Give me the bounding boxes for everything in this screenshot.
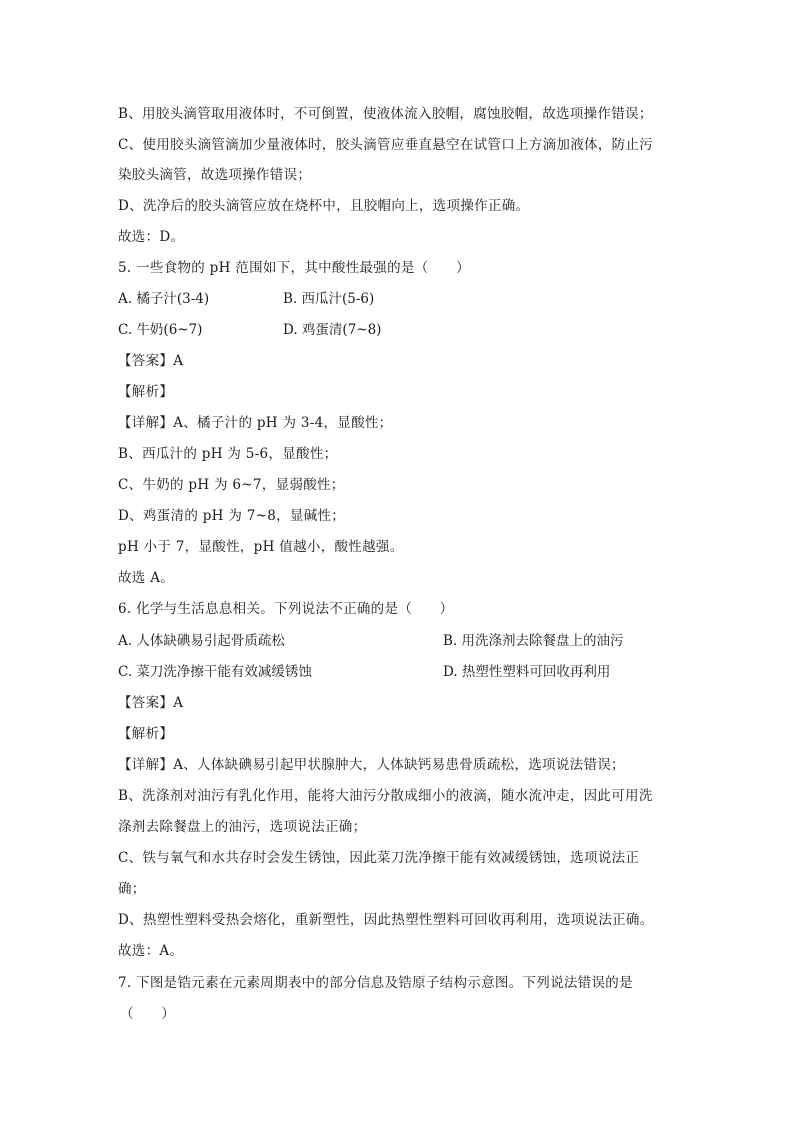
q4-option-c-explanation: C、使用胶头滴管滴加少量液体时，胶头滴管应垂直悬空在试管口上方滴加液体，防止污 bbox=[118, 137, 654, 153]
q6-option-c: C. 菜刀洗净擦干能有效减缓锈蚀 bbox=[118, 664, 312, 680]
q4-option-d-explanation: D、洗净后的胶头滴管应放在烧杯中，且胶帽向上，选项操作正确。 bbox=[118, 198, 530, 214]
q5-option-a: A. 橘子汁(3-4) bbox=[118, 291, 210, 307]
q6-final-choice: 故选：A。 bbox=[118, 943, 184, 959]
q6-detail-line: 涤剂去除餐盘上的油污，选项说法正确； bbox=[118, 819, 367, 835]
q6-answer: 【答案】A bbox=[118, 695, 184, 711]
q6-option-a: A. 人体缺碘易引起骨质疏松 bbox=[118, 633, 285, 649]
q5-option-d: D. 鸡蛋清(7~8) bbox=[283, 322, 382, 338]
q6-detail-line: 确； bbox=[118, 881, 146, 897]
q5-detail-line: D、鸡蛋清的 pH 为 7~8，显碱性； bbox=[118, 508, 346, 524]
q7-question-bracket: （ ） bbox=[120, 1006, 176, 1022]
q5-option-b: B. 西瓜汁(5-6) bbox=[283, 291, 375, 307]
q5-detail-line: C、牛奶的 pH 为 6~7，显弱酸性； bbox=[118, 477, 345, 493]
q4-option-c-explanation-cont: 染胶头滴管，故选项操作错误； bbox=[118, 167, 312, 183]
q5-option-c: C. 牛奶(6~7) bbox=[118, 322, 203, 338]
q6-option-b: B. 用洗涤剂去除餐盘上的油污 bbox=[443, 633, 624, 649]
q5-detail-line: 【详解】A、橘子汁的 pH 为 3-4，显酸性； bbox=[118, 415, 393, 431]
q6-detail-line: B、洗涤剂对油污有乳化作用，能将大油污分散成细小的液滴，随水流冲走，因此可用洗 bbox=[118, 788, 653, 804]
q5-detail-line: pH 小于 7，显酸性，pH 值越小，酸性越强。 bbox=[118, 539, 404, 555]
q6-analysis-label: 【解析】 bbox=[118, 726, 174, 742]
q6-question: 6. 化学与生活息息相关。下列说法不正确的是（ ） bbox=[118, 601, 454, 617]
q6-option-d: D. 热塑性塑料可回收再利用 bbox=[443, 664, 611, 680]
q4-option-b-explanation: B、用胶头滴管取用液体时，不可倒置，使液体流入胶帽，腐蚀胶帽，故选项操作错误； bbox=[118, 106, 653, 122]
q6-detail-line: D、热塑性塑料受热会熔化，重新塑性，因此热塑性塑料可回收再利用，选项说法正确。 bbox=[118, 912, 654, 928]
q5-question: 5. 一些食物的 pH 范围如下，其中酸性最强的是（ ） bbox=[118, 260, 470, 276]
q6-detail-line: 【详解】A、人体缺碘易引起甲状腺肿大，人体缺钙易患骨质疏松，选项说法错误； bbox=[118, 757, 625, 773]
q5-analysis-label: 【解析】 bbox=[118, 384, 174, 400]
q7-question: 7. 下图是锆元素在元素周期表中的部分信息及锆原子结构示意图。下列说法错误的是 bbox=[118, 975, 633, 991]
q4-final-choice: 故选：D。 bbox=[118, 229, 185, 245]
q6-detail-line: C、铁与氧气和水共存时会发生锈蚀，因此菜刀洗净擦干能有效减缓锈蚀，选项说法正 bbox=[118, 850, 640, 866]
q5-detail-line: B、西瓜汁的 pH 为 5-6，显酸性； bbox=[118, 446, 338, 462]
q5-final-choice: 故选 A。 bbox=[118, 570, 175, 586]
q5-answer: 【答案】A bbox=[118, 353, 184, 369]
